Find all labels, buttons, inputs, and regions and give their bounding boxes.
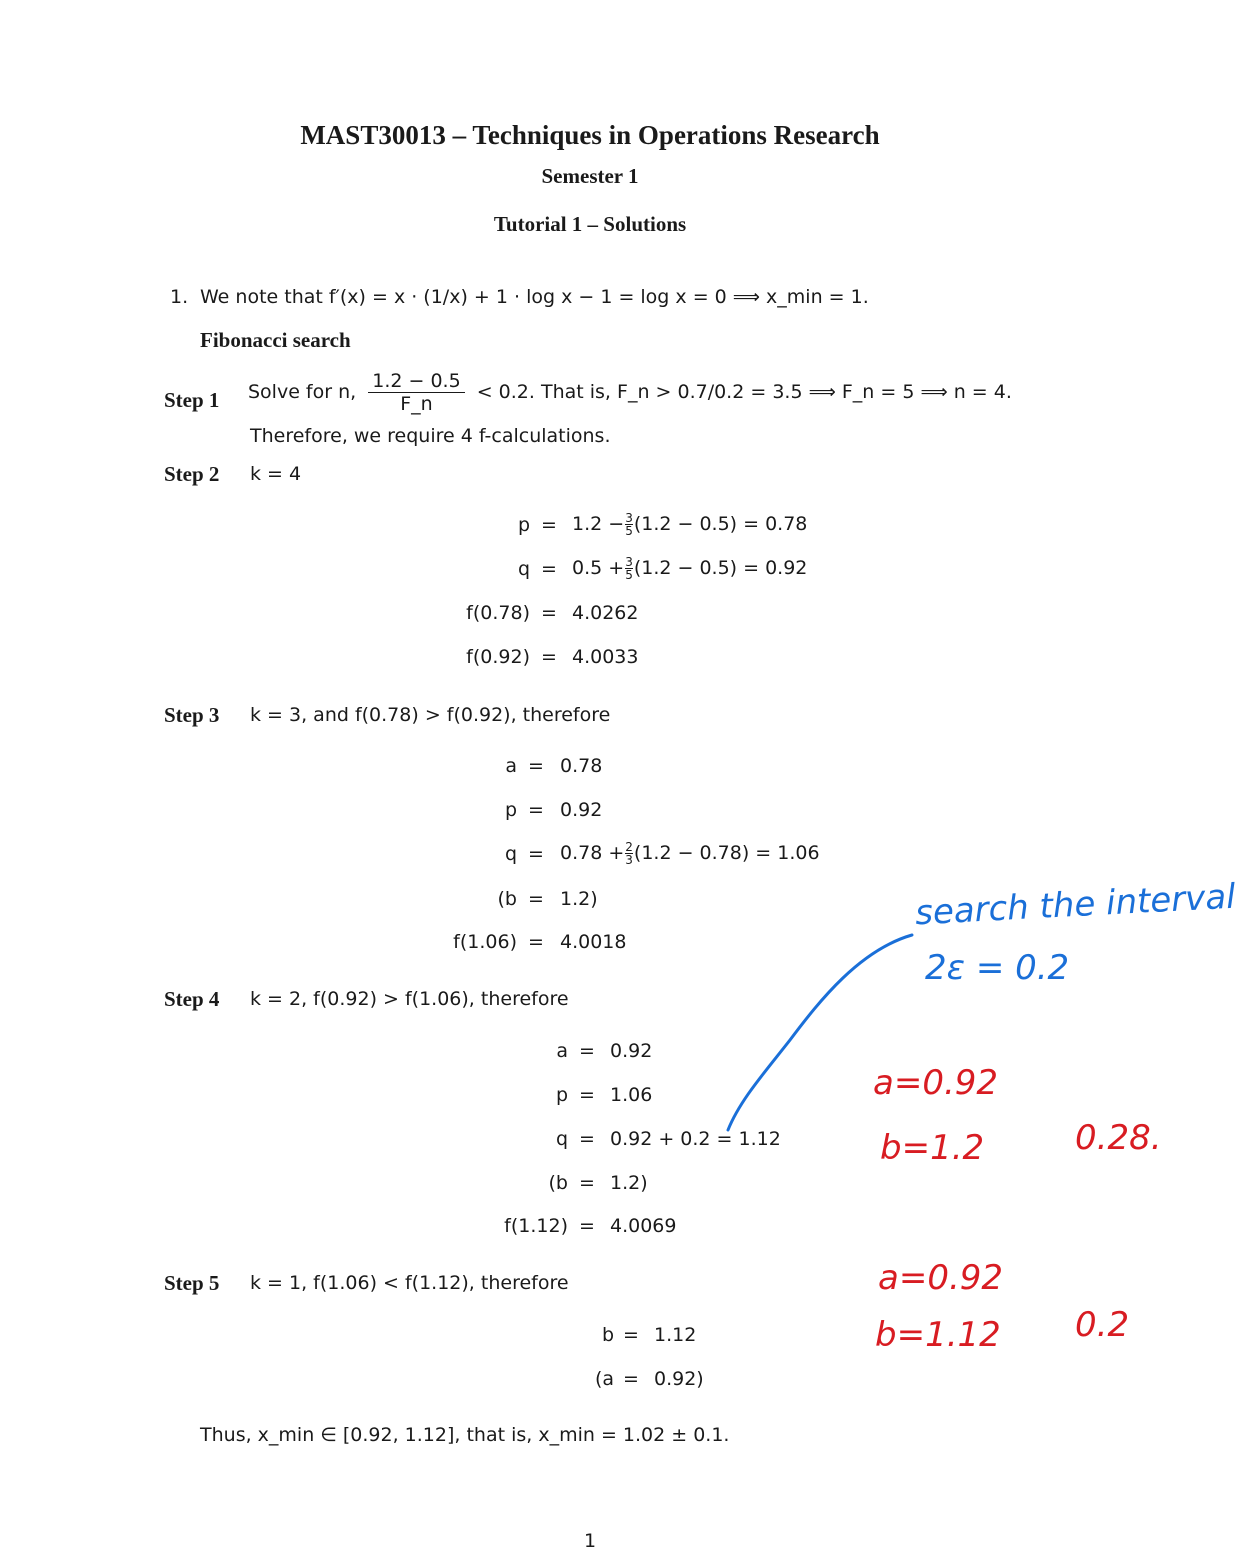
rhs-part: 1.2 − — [572, 513, 625, 535]
intro-derivative-text: We note that f′(x) = x · (1/x) + 1 · log x − 1 = log x = 0 ⟹ x_min = 1. — [200, 286, 869, 308]
equation-lhs: q — [517, 558, 530, 580]
equals-sign: = — [579, 1172, 595, 1194]
equation-rhs: 1.06 — [610, 1084, 653, 1106]
step-1-numerator: 1.2 − 0.5 — [368, 370, 464, 393]
small-fraction-denominator: 5 — [625, 568, 633, 582]
equation-lhs: a — [505, 755, 517, 777]
rhs-part: (1.2 − 0.5) = 0.78 — [633, 513, 808, 535]
equation-lhs: f(1.06) — [453, 931, 517, 953]
rhs-part: 0.78 + — [560, 842, 625, 864]
semester-label: Semester 1 — [541, 164, 639, 188]
equation-rhs: 4.0018 — [560, 931, 627, 953]
equals-sign: = — [579, 1128, 595, 1150]
equation-lhs: b — [601, 1324, 614, 1346]
equation-lhs: q — [555, 1128, 568, 1150]
step-1-denominator: F_n — [400, 393, 433, 415]
equation-lhs: f(1.12) — [504, 1215, 568, 1237]
step-2-label: Step 2 — [164, 462, 220, 486]
rhs-part: (1.2 − 0.5) = 0.92 — [633, 557, 808, 579]
small-fraction-denominator: 3 — [625, 853, 633, 867]
handwritten-note-a-092: a=0.92 — [873, 1063, 999, 1103]
equation-lhs: (a — [594, 1368, 614, 1390]
step-5-label: Step 5 — [164, 1271, 220, 1295]
equals-sign: = — [541, 514, 557, 536]
handwritten-note-search-interval: search the interval — [914, 876, 1237, 934]
rhs-part: 0.5 + — [572, 557, 625, 579]
handwritten-note-02: 0.2 — [1075, 1305, 1130, 1345]
step-1-line2: Therefore, we require 4 f-calculations. — [250, 425, 611, 447]
equation-lhs: q — [504, 843, 517, 865]
equals-sign: = — [528, 843, 544, 865]
equation-lhs: f(0.78) — [466, 602, 530, 624]
small-fraction-denominator: 5 — [625, 524, 633, 538]
step-4-label: Step 4 — [164, 987, 220, 1011]
step-4-condition: k = 2, f(0.92) > f(1.06), therefore — [250, 988, 569, 1010]
handwritten-arrow-stroke — [728, 935, 912, 1130]
step-2-condition: k = 4 — [250, 463, 302, 485]
equals-sign: = — [579, 1084, 595, 1106]
handwritten-note-a-092-second: a=0.92 — [878, 1258, 1004, 1298]
handwritten-note-b-12: b=1.2 — [880, 1128, 985, 1168]
equation-lhs: p — [504, 799, 517, 821]
equation-lhs: p — [555, 1084, 568, 1106]
equation-rhs: 0.78 — [560, 755, 603, 777]
step-3-condition: k = 3, and f(0.78) > f(0.92), therefore — [250, 704, 611, 726]
small-fraction-numerator: 2 — [625, 840, 633, 854]
equation-rhs: 0.92 — [560, 799, 603, 821]
step-1-label: Step 1 — [164, 388, 220, 412]
equals-sign: = — [528, 888, 544, 910]
equals-sign: = — [623, 1324, 639, 1346]
equals-sign: = — [541, 558, 557, 580]
equals-sign: = — [528, 755, 544, 777]
conclusion-text: Thus, x_min ∈ [0.92, 1.12], that is, x_min = 1.02 ± 0.1. — [200, 1424, 730, 1446]
equation-rhs: 4.0262 — [572, 602, 639, 624]
equals-sign: = — [528, 931, 544, 953]
equation-lhs: a — [556, 1040, 568, 1062]
equals-sign: = — [623, 1368, 639, 1390]
page-number: 1 — [584, 1530, 597, 1552]
handwritten-note-028: 0.28. — [1075, 1118, 1162, 1158]
section-heading: Fibonacci search — [200, 328, 351, 352]
equals-sign: = — [528, 799, 544, 821]
equation-rhs: 4.0033 — [572, 646, 639, 668]
equation-rhs: 1.12 — [654, 1324, 697, 1346]
document-title: MAST30013 – Techniques in Operations Research — [300, 120, 880, 150]
equals-sign: = — [579, 1040, 595, 1062]
equation-rhs: 4.0069 — [610, 1215, 677, 1237]
equation-rhs: 0.92 + 0.2 = 1.12 — [610, 1128, 781, 1150]
step-1-post: < 0.2. That is, F_n > 0.7/0.2 = 3.5 ⟹ F_n = 5 ⟹ n = 4. — [476, 381, 1012, 403]
small-fraction-numerator: 3 — [625, 511, 633, 525]
step-3-label: Step 3 — [164, 703, 220, 727]
equation-rhs: 1.2) — [560, 888, 598, 910]
equation-lhs: p — [517, 514, 530, 536]
rhs-part: (1.2 − 0.78) = 1.06 — [633, 842, 820, 864]
equation-lhs: f(0.92) — [466, 646, 530, 668]
item-number: 1. — [170, 286, 189, 308]
tutorial-label: Tutorial 1 – Solutions — [493, 212, 687, 236]
equals-sign: = — [579, 1215, 595, 1237]
step-5-condition: k = 1, f(1.06) < f(1.12), therefore — [250, 1272, 569, 1294]
equation-lhs: (b — [497, 888, 517, 910]
handwritten-note-epsilon: 2ε = 0.2 — [925, 948, 1070, 988]
small-fraction-numerator: 3 — [625, 555, 633, 569]
equals-sign: = — [541, 602, 557, 624]
equation-rhs: 0.92 — [610, 1040, 653, 1062]
equals-sign: = — [541, 646, 557, 668]
handwritten-note-b-112: b=1.12 — [875, 1315, 1001, 1355]
equation-rhs: 1.2) — [610, 1172, 648, 1194]
step-1-pre: Solve for n, — [248, 381, 357, 403]
equation-rhs: 0.92) — [654, 1368, 704, 1390]
equation-lhs: (b — [548, 1172, 568, 1194]
